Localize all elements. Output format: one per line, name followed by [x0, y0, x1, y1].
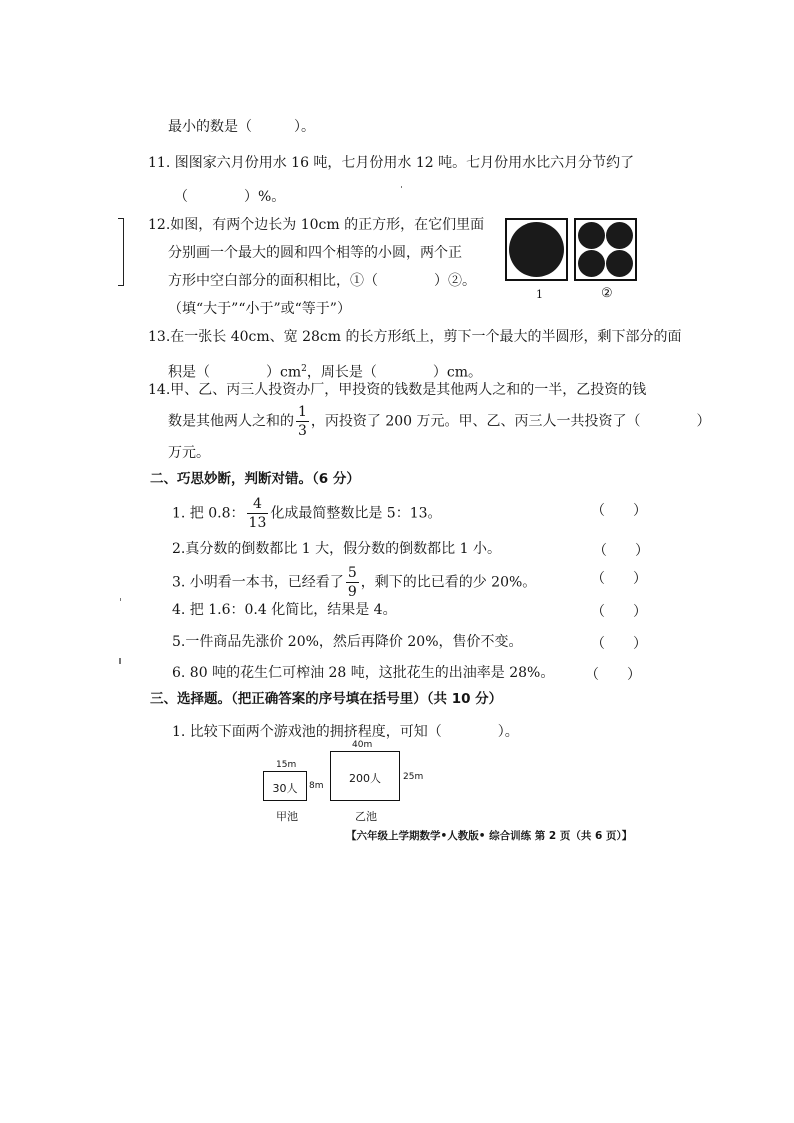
q14-line3: 万元。 [168, 445, 210, 461]
judge-item-3 [172, 566, 536, 599]
fraction-numerator: 1 [298, 404, 307, 420]
q14-fraction [296, 405, 309, 438]
pool-a-name: 甲池 [276, 810, 298, 823]
pool-b-people: 200人 [349, 772, 381, 785]
q12-line4: （填“大于”“小于”或“等于”） [168, 301, 351, 317]
q12-line2: 分别画一个最大的圆和四个相等的小圆，两个正 [168, 245, 462, 261]
judge-answer-5[interactable]: （ ） [591, 636, 647, 652]
small-circle [606, 222, 633, 249]
judge-answer-4[interactable]: （ ） [591, 604, 647, 620]
judge-item-text: 3. 小明看一本书，已经看了 [172, 574, 344, 591]
section2-heading: 二、巧思妙断，判断对错。（6 分） [150, 471, 360, 487]
small-circle [578, 222, 605, 249]
q13-area-blank: 积是（ ）cm [168, 364, 302, 381]
q12-line1: 12.如图，有两个边长为 10cm 的正方形，在它们里面 [148, 217, 485, 233]
section3-heading: 三、选择题。（把正确答案的序号填在括号里）（共 10 分） [150, 691, 503, 707]
judge-item-6: 6. 80 吨的花生仁可榨油 28 吨，这批花生的出油率是 28%。 [172, 665, 555, 681]
q12-line3: 方形中空白部分的面积相比，①（ ）②。 [168, 273, 476, 289]
pool-b-width: 40m [352, 740, 373, 750]
judge-item-2: 2.真分数的倒数都比 1 大，假分数的倒数都比 1 小。 [172, 541, 501, 557]
judge-item-5: 5.一件商品先涨价 20%，然后再降价 20%，售价不变。 [172, 634, 523, 650]
q11-line2: （ ）%。 [174, 189, 286, 205]
small-circle [578, 250, 605, 277]
fraction-denominator: 13 [248, 515, 267, 531]
square-one-big-circle [505, 218, 568, 281]
judge-answer-2[interactable]: （ ） [593, 543, 649, 559]
big-circle [509, 222, 564, 277]
scan-speck [119, 658, 121, 664]
q13-line1: 13.在一张长 40cm、宽 28cm 的长方形纸上，剪下一个最大的半圆形，剩下部分的面 [148, 329, 682, 345]
judge-item-4: 4. 把 1.6：0.4 化简比，结果是 4。 [172, 602, 397, 618]
figure-label-1: 1 [536, 288, 543, 301]
q13-perimeter-blank: ，周长是（ ）cm。 [306, 364, 482, 381]
figure-label-2: ② [601, 286, 613, 301]
judge-item-1 [172, 497, 442, 530]
pool-a [263, 771, 307, 801]
fraction-denominator: 9 [347, 584, 357, 600]
small-circle [606, 250, 633, 277]
judge-item-fraction [247, 497, 269, 530]
pool-b [330, 751, 400, 801]
judge-answer-3[interactable]: （ ） [591, 571, 647, 587]
q14-line1: 14.甲、乙、丙三人投资办厂，甲投资的钱数是其他两人之和的一半，乙投资的钱 [148, 382, 647, 398]
q13-line2 [168, 360, 482, 382]
q14-line2 [168, 405, 711, 438]
judge-answer-1[interactable]: （ ） [591, 503, 647, 519]
pool-b-height: 25m [403, 772, 424, 782]
pool-b-name: 乙池 [355, 810, 377, 823]
scan-speck [120, 598, 121, 601]
q14-text-a: 数是其他两人之和的 [168, 413, 294, 430]
scan-speck [401, 186, 402, 188]
page-footer: 【六年级上学期数学•人教版• 综合训练 第 2 页（共 6 页）】 [346, 830, 633, 842]
square-four-small-circles [574, 218, 637, 281]
judge-item-text: ，剩下的比已看的少 20%。 [360, 574, 537, 591]
fraction-numerator: 5 [347, 565, 357, 581]
judge-answer-6[interactable]: （ ） [585, 667, 641, 683]
pool-a-height: 8m [309, 781, 324, 791]
judge-item-text: 1. 把 0.8： [172, 505, 245, 522]
q11-line1: 11. 图图家六月份用水 16 吨，七月份用水 12 吨。七月份用水比六月分节约了 [148, 155, 635, 171]
fraction-numerator: 4 [252, 496, 262, 512]
judge-item-text: 化成最简整数比是 5：13。 [270, 505, 442, 522]
fraction-denominator: 3 [298, 423, 307, 439]
q10-tail: 最小的数是（ ）。 [168, 119, 315, 135]
choice-q1: 1. 比较下面两个游戏池的拥挤程度，可知（ ）。 [172, 724, 519, 740]
judge-item-fraction [346, 566, 359, 599]
pool-a-people: 30人 [272, 782, 298, 795]
pool-a-width: 15m [276, 760, 297, 770]
q14-text-b: ，丙投资了 200 万元。甲、乙、丙三人一共投资了（ ） [310, 413, 711, 430]
q13-sup: 2 [301, 364, 307, 374]
margin-bracket [118, 218, 124, 286]
